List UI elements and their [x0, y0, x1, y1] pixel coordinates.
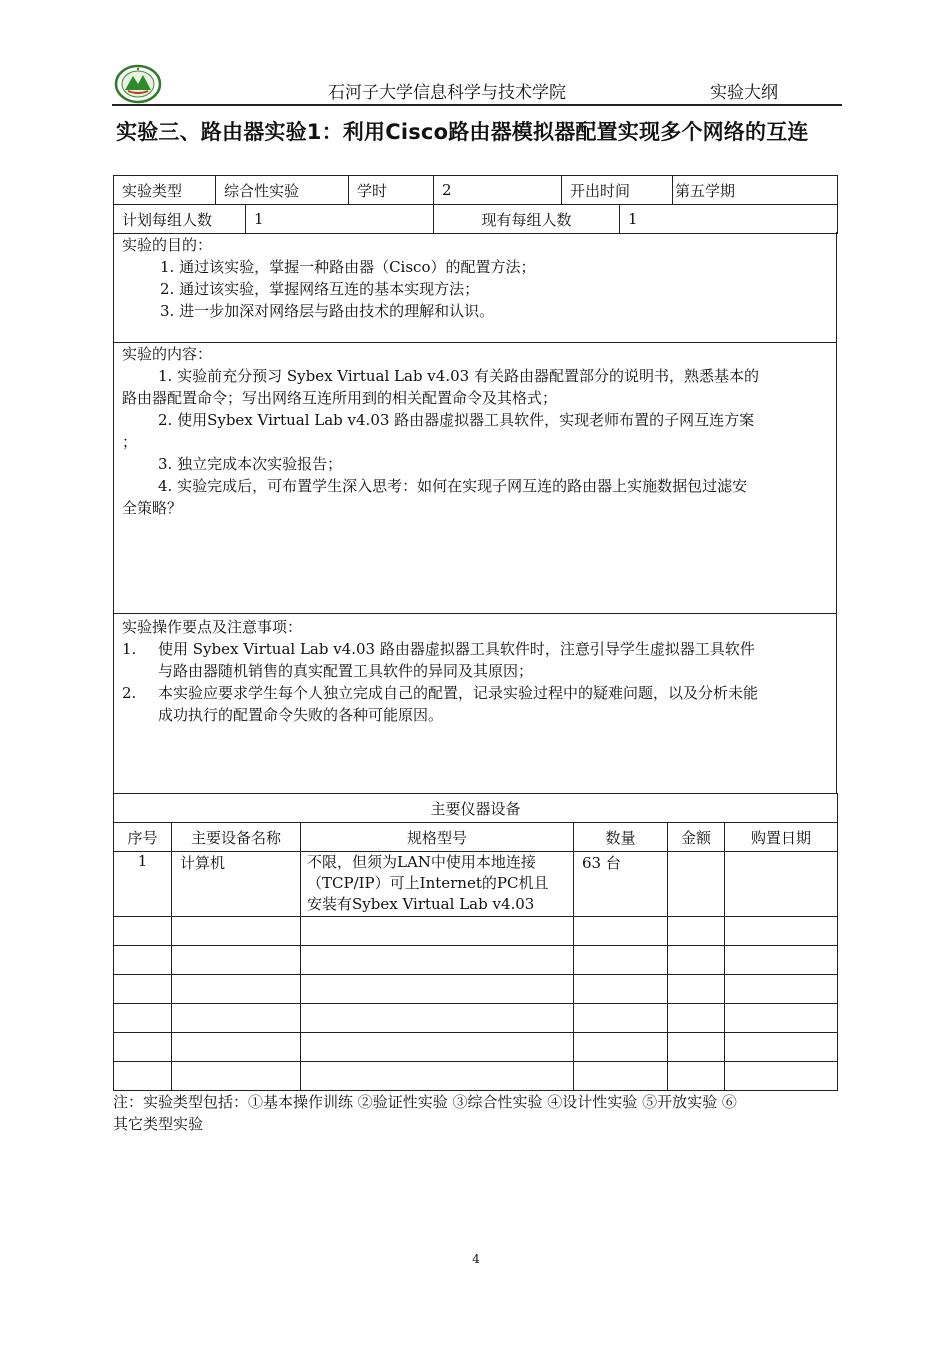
notes-item-number: 2. [122, 684, 137, 702]
page-number: 4 [472, 1252, 480, 1266]
equipment-date [725, 852, 838, 917]
content-line: 3. 独立完成本次实验报告； [158, 455, 343, 473]
equipment-header-row [114, 823, 838, 852]
current-label: 现有每组人数 [434, 205, 620, 234]
type-label: 实验类型 [114, 176, 216, 205]
current-value: 1 [620, 205, 838, 234]
equipment-name: 计算机 [172, 852, 301, 917]
footnote-line: 其它类型实验 [113, 1115, 204, 1133]
content-line: 2. 使用Sybex Virtual Lab v4.03 路由器虚拟器工具软件，实现老师布置的子网互连方案 [158, 411, 755, 429]
notes-item [114, 682, 836, 726]
column-header: 序号 [114, 823, 172, 852]
university-logo [114, 64, 162, 104]
content-line: 路由器配置命令；写出网络互连所用到的相关配置命令及其格式； [122, 389, 558, 407]
info-row-2 [114, 205, 838, 234]
notes-line: 与路由器随机销售的真实配置工具软件的异同及其原因； [158, 662, 534, 680]
content-heading: 实验的内容： [122, 345, 213, 363]
purpose-item: 3. 进一步加深对网络层与路由技术的理解和认识。 [160, 302, 495, 320]
equipment-amount [668, 852, 725, 917]
table-row [114, 1033, 838, 1062]
plan-value: 1 [246, 205, 434, 234]
notes-item [114, 638, 836, 682]
hours-value: 2 [434, 176, 562, 205]
term-label: 开出时间 [562, 176, 673, 205]
purpose-section [113, 232, 837, 343]
content-line: 1. 实验前充分预习 Sybex Virtual Lab v4.03 有关路由器配置部分的说明书，熟悉基本的 [158, 367, 759, 385]
hours-label: 学时 [349, 176, 434, 205]
purpose-item: 1. 通过该实验，掌握一种路由器（Cisco）的配置方法； [160, 258, 536, 276]
row-number: 1 [114, 852, 172, 917]
experiment-info-table [113, 175, 838, 234]
table-row [114, 946, 838, 975]
document-type: 实验大纲 [710, 83, 778, 103]
column-header: 金额 [668, 823, 725, 852]
footnote-line: 注：实验类型包括：①基本操作训练 ②验证性实验 ③综合性实验 ④设计性实验 ⑤开放实验 ⑥ [113, 1093, 737, 1111]
column-header: 数量 [574, 823, 668, 852]
content-line: ； [122, 433, 138, 451]
info-row-1 [114, 176, 838, 205]
notes-line: 使用 Sybex Virtual Lab v4.03 路由器虚拟器工具软件时，注意引导学生虚拟器工具软件 [158, 640, 755, 658]
footnote [113, 1091, 843, 1135]
plan-label: 计划每组人数 [114, 205, 246, 234]
table-row [114, 975, 838, 1004]
content-section [113, 343, 837, 614]
page-title: 实验三、路由器实验1：利用Cisco路由器模拟器配置实现多个网络的互连 [116, 120, 809, 144]
spec-line: （TCP/IP）可上Internet的PC机且 [307, 874, 549, 892]
spec-line: 不限，但须为LAN中使用本地连接 [307, 853, 536, 871]
notes-heading: 实验操作要点及注意事项： [122, 618, 303, 636]
equipment-heading: 主要仪器设备 [114, 794, 838, 823]
equipment-spec [301, 852, 574, 917]
column-header: 规格型号 [301, 823, 574, 852]
column-header: 购置日期 [725, 823, 838, 852]
equipment-heading-row [114, 794, 838, 823]
table-row [114, 917, 838, 946]
type-value: 综合性实验 [216, 176, 349, 205]
table-row [114, 852, 838, 917]
purpose-heading: 实验的目的： [122, 236, 213, 254]
column-header: 主要设备名称 [172, 823, 301, 852]
purpose-item: 2. 通过该实验，掌握网络互连的基本实现方法； [160, 280, 480, 298]
notes-item-number: 1. [122, 640, 137, 658]
page-header [112, 62, 842, 106]
notes-line: 成功执行的配置命令失败的各种可能原因。 [158, 706, 444, 724]
content-line: 全策略？ [122, 499, 183, 517]
table-row [114, 1004, 838, 1033]
notes-section [113, 614, 837, 794]
notes-line: 本实验应要求学生每个人独立完成自己的配置，记录实验过程中的疑难问题，以及分析未能 [158, 684, 759, 702]
equipment-quantity: 63 台 [574, 852, 668, 917]
institution-name: 石河子大学信息科学与技术学院 [328, 83, 566, 103]
table-row [114, 1062, 838, 1091]
term-value: 第五学期 [673, 176, 838, 205]
equipment-table [113, 793, 838, 1091]
content-line: 4. 实验完成后，可布置学生深入思考：如何在实现子网互连的路由器上实施数据包过滤安 [158, 477, 748, 495]
spec-line: 安装有Sybex Virtual Lab v4.03 [307, 895, 535, 913]
